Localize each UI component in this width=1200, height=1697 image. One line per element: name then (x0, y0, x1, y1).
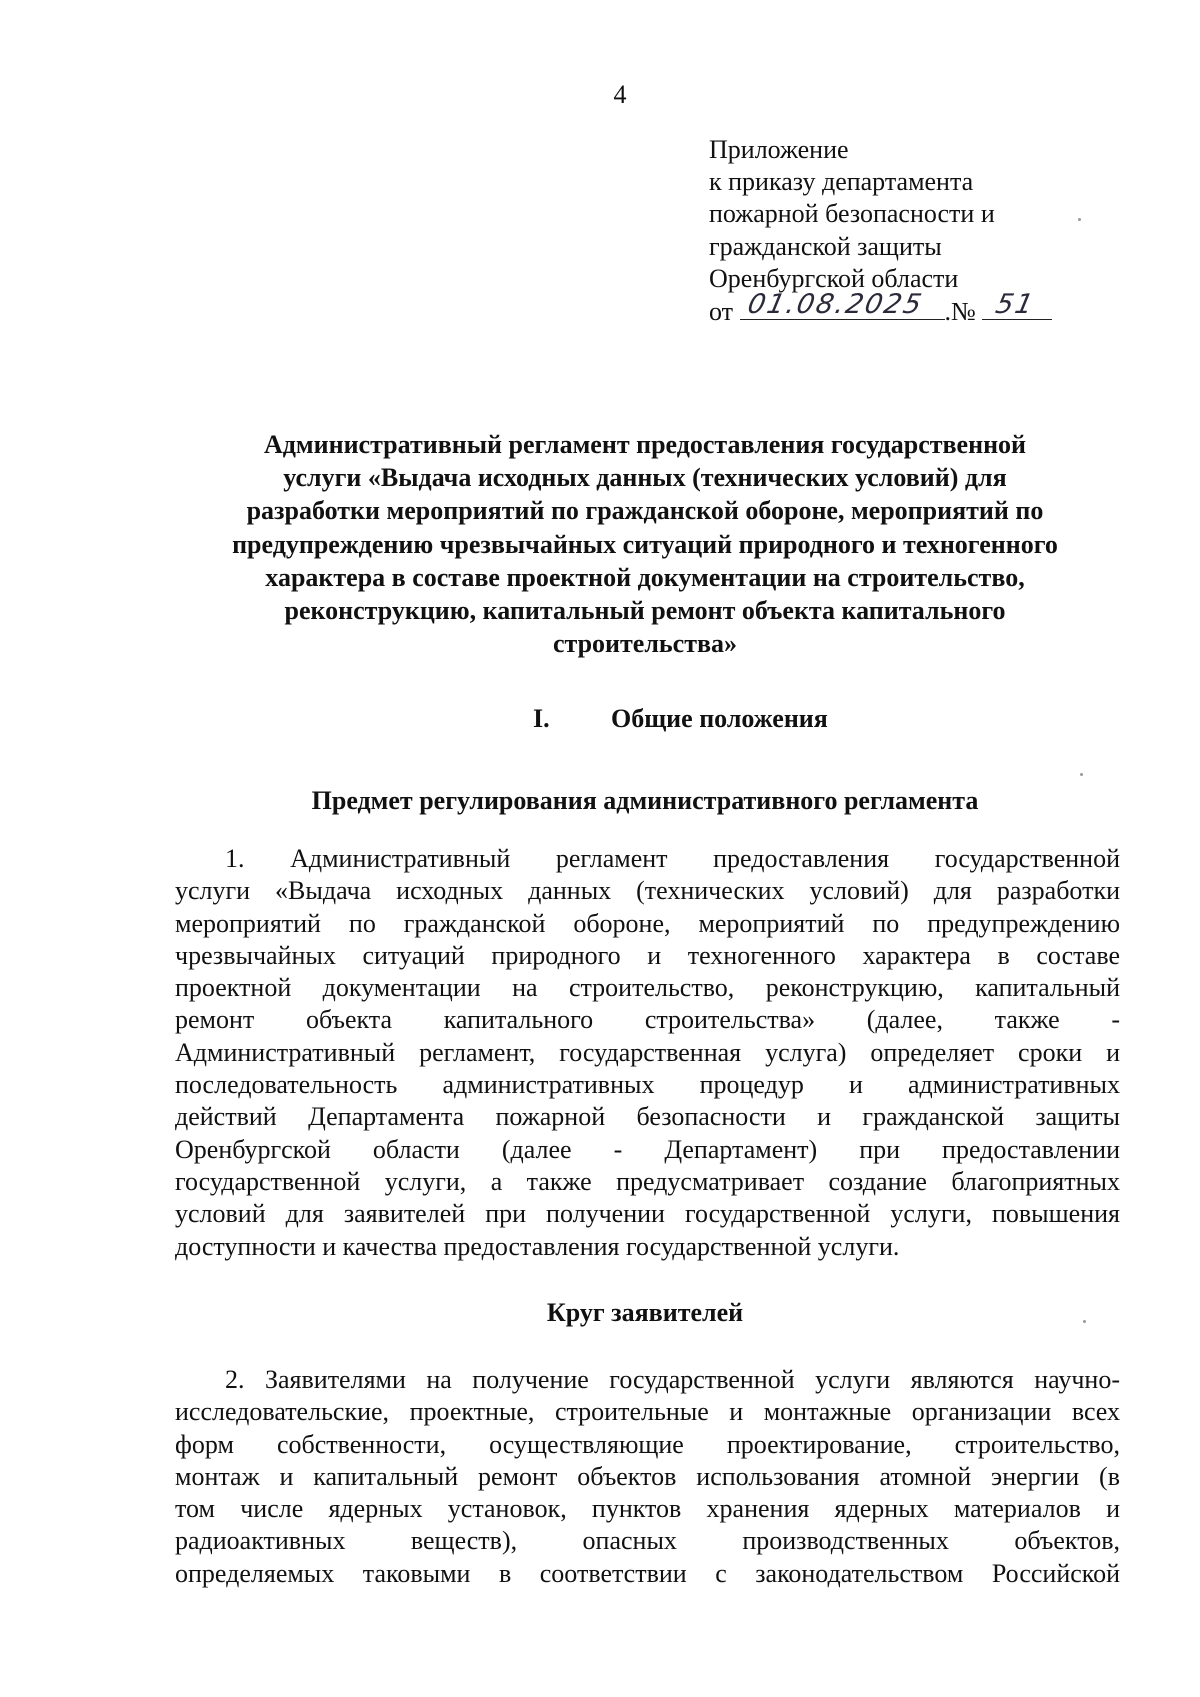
title-line: строительства» (552, 629, 738, 659)
appendix-line: Оренбургской области (709, 263, 959, 293)
title-line: услуги «Выдача исходных данных (технических условий) для (283, 463, 1007, 493)
subheading-regulation-subject: Предмет регулирования административного регламента (311, 786, 979, 815)
subheading-applicants: Круг заявителей (546, 1298, 744, 1327)
title-line: характера в составе проектной документации на строительство, (265, 562, 1025, 592)
title-line: предупреждению чрезвычайных ситуаций природного и техногенного (232, 529, 1058, 559)
paragraph-2 (175, 1364, 1120, 1590)
handwritten-date: 01.08.2025 (744, 288, 926, 320)
scan-speck (1080, 773, 1083, 776)
number-label: .№ (944, 297, 976, 327)
appendix-line: пожарной безопасности и (709, 199, 995, 229)
paragraph-line: действий Департамента пожарной безопасности и гражданской защиты (175, 1102, 1120, 1132)
section-title: Общие положения (611, 704, 828, 733)
paragraph-line: проектной документации на строительство, реконструкцию, капитальный (175, 973, 1120, 1003)
paragraph-line: мероприятий по гражданской обороне, мероприятий по предупреждению (175, 908, 1120, 938)
page-number: 4 (613, 80, 627, 109)
appendix-block (709, 134, 1169, 329)
paragraph-line: последовательность административных процедур и административных (175, 1070, 1120, 1100)
paragraph-line: услуги «Выдача исходных данных (технических условий) для разработки (175, 876, 1120, 906)
paragraph-line: определяемых таковыми в соответствии с законодательством Российской (175, 1558, 1120, 1588)
appendix-line: гражданской защиты (709, 231, 942, 261)
title-line: разработки мероприятий по гражданской обороне, мероприятий по (246, 496, 1044, 526)
paragraph-line: чрезвычайных ситуаций природного и техногенного характера в составе (175, 940, 1120, 970)
paragraph-line: условий для заявителей при получении государственной услуги, повышения (175, 1199, 1120, 1229)
order-date-number-line (709, 288, 1169, 329)
from-label: от (709, 297, 734, 327)
paragraph-line: доступности и качества предоставления государственной услуги. (175, 1231, 900, 1261)
paragraph-line: ремонт объекта капитального строительства» (далее, также - (175, 1005, 1120, 1035)
paragraph-1 (175, 843, 1120, 1263)
handwritten-number: 51 (993, 288, 1039, 320)
paragraph-line: Оренбургской области (далее - Департамент) при предоставлении (175, 1134, 1120, 1164)
date-blank (740, 288, 945, 320)
section-numeral: I. (533, 704, 550, 733)
title-line: реконструкцию, капитальный ремонт объекта капитального (284, 596, 1006, 626)
number-blank (982, 288, 1052, 320)
paragraph-line: исследовательские, проектные, строительные и монтажные организации всех (175, 1397, 1120, 1427)
scan-speck (1078, 218, 1081, 221)
document-title (180, 428, 1110, 660)
appendix-line: к приказу департамента (709, 167, 974, 197)
paragraph-line: 1. Административный регламент предоставления государственной (225, 844, 1120, 873)
paragraph-line: радиоактивных веществ), опасных производственных объектов, (175, 1526, 1120, 1556)
paragraph-line: монтаж и капитальный ремонт объектов использования атомной энергии (в (175, 1461, 1120, 1491)
paragraph-line: форм собственности, осуществляющие проектирование, строительство, (175, 1429, 1120, 1459)
scan-speck (1083, 1320, 1086, 1323)
paragraph-line: Административный регламент, государственная услуга) определяет сроки и (175, 1037, 1120, 1067)
paragraph-line: 2. Заявителями на получение государственной услуги являются научно- (225, 1365, 1120, 1394)
paragraph-line: государственной услуги, а также предусматривает создание благоприятных (175, 1166, 1120, 1196)
title-line: Административный регламент предоставления государственной (263, 430, 1027, 459)
paragraph-line: том числе ядерных установок, пунктов хранения ядерных материалов и (175, 1494, 1120, 1524)
appendix-line: Приложение (709, 135, 849, 164)
